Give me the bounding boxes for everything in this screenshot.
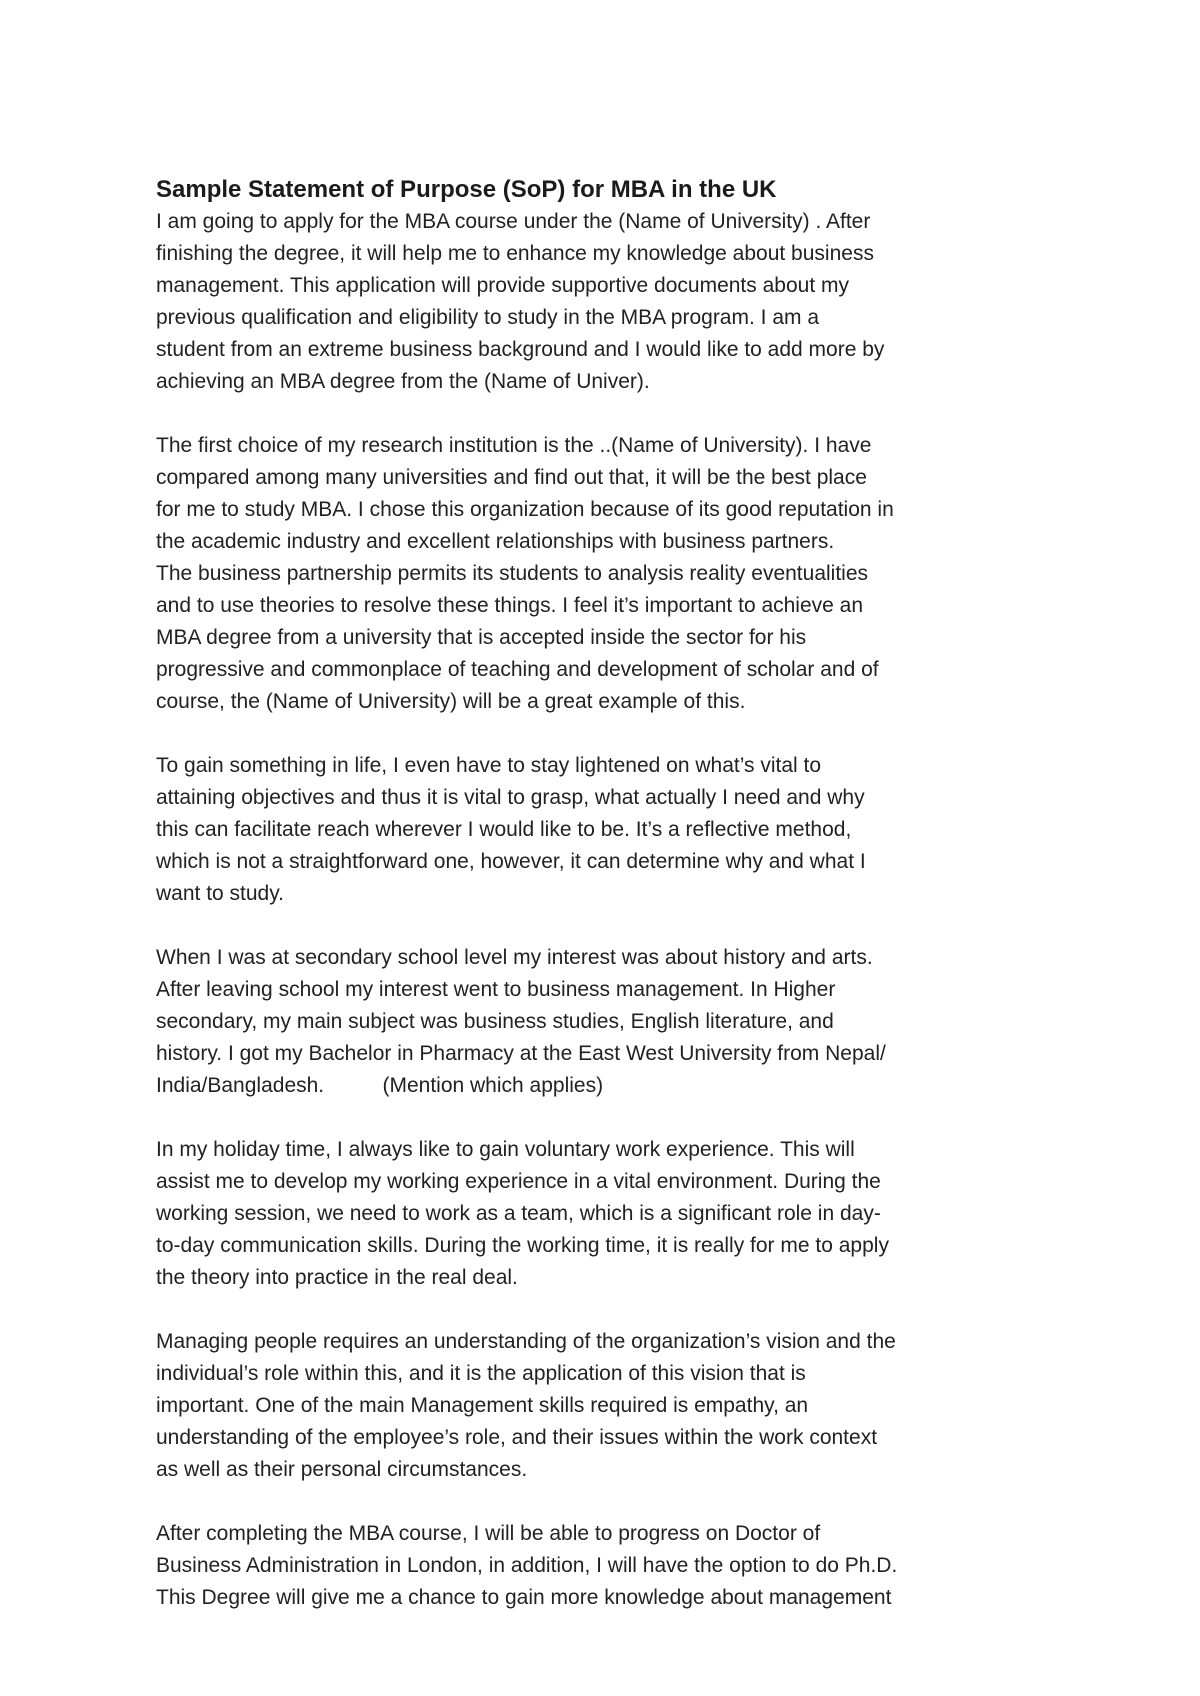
paragraph-line: and to use theories to resolve these things. I feel it’s important to achieve an [156, 594, 864, 617]
paragraph-line: MBA degree from a university that is accepted inside the sector for his [156, 626, 807, 649]
paragraph-line: In my holiday time, I always like to gain voluntary work experience. This will [156, 1138, 855, 1161]
paragraph-line: attaining objectives and thus it is vital to grasp, what actually I need and why [156, 786, 865, 809]
paragraph-line: history. I got my Bachelor in Pharmacy at the East West University from Nepal/ [156, 1042, 886, 1065]
paragraph-line: understanding of the employee’s role, and their issues within the work context [156, 1426, 878, 1449]
paragraph-line: student from an extreme business background and I would like to add more by [156, 338, 885, 361]
paragraph-line: to-day communication skills. During the working time, it is really for me to apply [156, 1234, 889, 1257]
paragraph-line: progressive and commonplace of teaching and development of scholar and of [156, 658, 879, 681]
paragraph-line: finishing the degree, it will help me to enhance my knowledge about business [156, 242, 874, 265]
paragraph-line: management. This application will provide supportive documents about my [156, 274, 849, 297]
paragraph [156, 1518, 1056, 1614]
paragraph-line: the theory into practice in the real deal. [156, 1266, 518, 1289]
paragraph [156, 430, 1056, 718]
paragraph-line: I am going to apply for the MBA course under the (Name of University) . After [156, 210, 871, 233]
paragraph [156, 206, 1056, 398]
document-body [156, 174, 1056, 1646]
paragraph-line: After completing the MBA course, I will be able to progress on Doctor of [156, 1522, 821, 1545]
paragraph-line: this can facilitate reach wherever I would like to be. It’s a reflective method, [156, 818, 852, 841]
paragraph [156, 1326, 1056, 1486]
paragraph-line: The business partnership permits its students to analysis reality eventualities [156, 562, 869, 585]
paragraph-line: secondary, my main subject was business studies, English literature, and [156, 1010, 834, 1033]
paragraph-line: for me to study MBA. I chose this organization because of its good reputation in [156, 498, 894, 521]
paragraph-line: The first choice of my research institution is the ..(Name of University). I have [156, 434, 872, 457]
paragraph-container [156, 206, 1056, 1614]
paragraph-line: assist me to develop my working experience in a vital environment. During the [156, 1170, 881, 1193]
paragraph-line: achieving an MBA degree from the (Name of Univer). [156, 370, 650, 393]
paragraph-line: working session, we need to work as a team, which is a significant role in day- [156, 1202, 881, 1225]
paragraph-line: the academic industry and excellent relationships with business partners. [156, 530, 835, 553]
paragraph-line: as well as their personal circumstances. [156, 1458, 528, 1481]
paragraph [156, 1134, 1056, 1294]
paragraph-line: India/Bangladesh. (Mention which applies) [156, 1074, 604, 1097]
paragraph-line: When I was at secondary school level my interest was about history and arts. [156, 946, 873, 969]
paragraph [156, 750, 1056, 910]
paragraph-line: Managing people requires an understanding of the organization’s vision and the [156, 1330, 896, 1353]
paragraph-line: important. One of the main Management skills required is empathy, an [156, 1394, 809, 1417]
paragraph-line: compared among many universities and find out that, it will be the best place [156, 466, 867, 489]
paragraph-line: After leaving school my interest went to business management. In Higher [156, 978, 836, 1001]
paragraph-line: Business Administration in London, in addition, I will have the option to do Ph.D. [156, 1554, 898, 1577]
paragraph-line: previous qualification and eligibility to study in the MBA program. I am a [156, 306, 820, 329]
paragraph-line: which is not a straightforward one, however, it can determine why and what I [156, 850, 866, 873]
paragraph [156, 942, 1056, 1102]
paragraph-line: want to study. [156, 882, 285, 905]
paragraph-line: course, the (Name of University) will be a great example of this. [156, 690, 746, 713]
document-title: Sample Statement of Purpose (SoP) for MBA in the UK [156, 176, 777, 203]
paragraph-line: individual’s role within this, and it is the application of this vision that is [156, 1362, 806, 1385]
paragraph-line: To gain something in life, I even have to stay lightened on what’s vital to [156, 754, 822, 777]
paragraph-line: This Degree will give me a chance to gain more knowledge about management [156, 1586, 892, 1609]
